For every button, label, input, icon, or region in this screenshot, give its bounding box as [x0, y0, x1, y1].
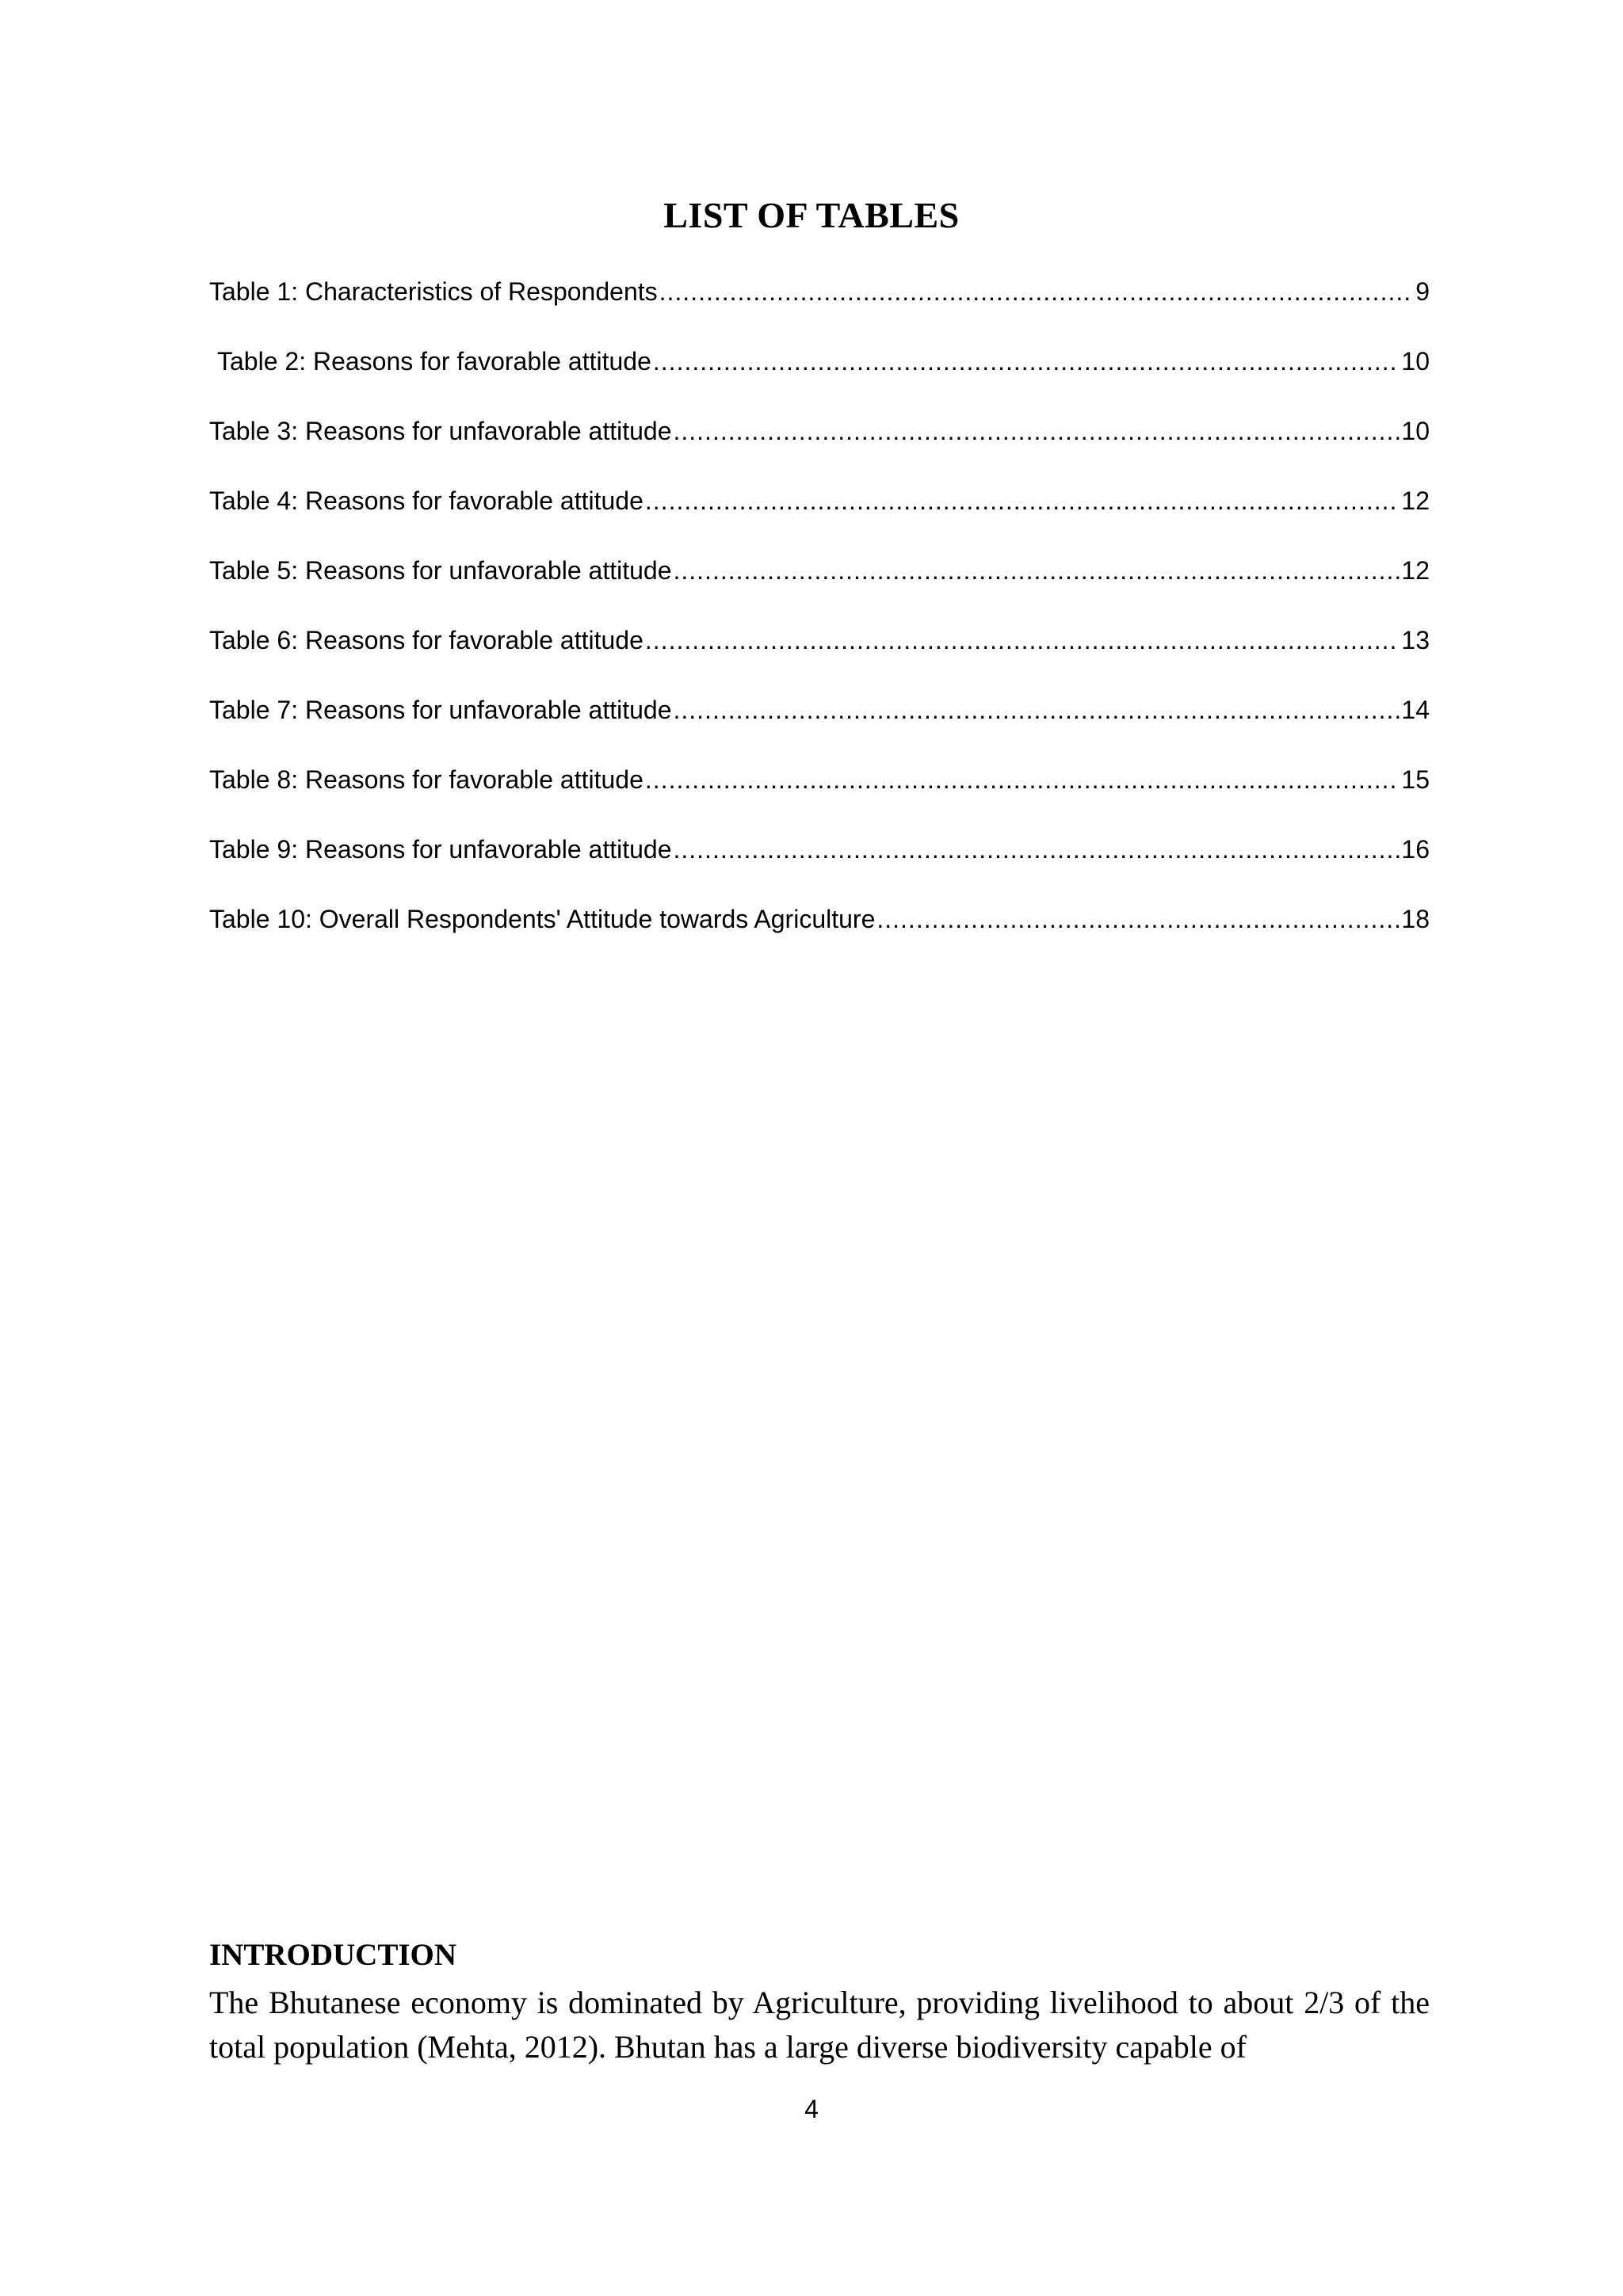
toc-entry-label: Table 8: Reasons for favorable attitude — [209, 765, 643, 794]
toc-entry-label: Table 4: Reasons for favorable attitude — [209, 486, 643, 515]
toc-dot-leader — [645, 479, 1400, 523]
toc-entry[interactable] — [209, 827, 1430, 897]
toc-dot-leader — [876, 897, 1400, 941]
toc-entry-label: Table 5: Reasons for unfavorable attitude — [209, 556, 672, 585]
toc-dot-leader — [673, 688, 1400, 732]
toc-entry-label: Table 1: Characteristics of Respondents — [209, 277, 658, 306]
page-number: 4 — [804, 2095, 819, 2123]
toc-dot-leader — [645, 757, 1400, 802]
toc-entry[interactable] — [209, 618, 1430, 688]
page-title: LIST OF TABLES — [663, 195, 960, 235]
toc-entry-page: 15 — [1401, 765, 1430, 794]
toc-entry-label: Table 3: Reasons for unfavorable attitude — [209, 417, 672, 445]
toc-entry-label: Table 9: Reasons for unfavorable attitude — [209, 835, 672, 864]
toc-dot-leader — [673, 548, 1400, 593]
toc-entry-page: 18 — [1401, 905, 1430, 933]
toc-entry-page: 12 — [1401, 486, 1430, 515]
toc-entry[interactable] — [209, 409, 1430, 479]
toc-dot-leader — [659, 269, 1415, 314]
toc-entry-page: 9 — [1415, 277, 1430, 306]
toc-dot-leader — [653, 339, 1400, 383]
toc-entry[interactable] — [209, 897, 1430, 967]
toc-entry-label: Table 2: Reasons for favorable attitude — [217, 347, 651, 376]
toc-entry-label: Table 6: Reasons for favorable attitude — [209, 626, 643, 654]
toc-entry[interactable] — [209, 339, 1430, 409]
toc-entry[interactable] — [209, 757, 1430, 827]
toc-entry-page: 13 — [1401, 626, 1430, 654]
list-of-tables — [209, 269, 1430, 967]
toc-entry-page: 12 — [1401, 556, 1430, 585]
toc-entry[interactable] — [209, 548, 1430, 618]
body-paragraph: The Bhutanese economy is dominated by Agriculture, providing livelihood to about 2/3 of the total population (Mehta, 2012). Bhutan has a large diverse biodiversity capable of — [209, 1985, 1430, 2065]
toc-entry-page: 16 — [1401, 835, 1430, 864]
toc-dot-leader — [673, 409, 1400, 453]
toc-entry-label: Table 10: Overall Respondents' Attitude towards Agriculture — [209, 905, 876, 933]
toc-entry[interactable] — [209, 269, 1430, 339]
toc-dot-leader — [645, 618, 1400, 662]
toc-entry-page: 10 — [1401, 417, 1430, 445]
toc-dot-leader — [673, 827, 1400, 871]
section-heading: INTRODUCTION — [209, 1938, 457, 1972]
toc-entry[interactable] — [209, 688, 1430, 757]
toc-entry[interactable] — [209, 479, 1430, 548]
toc-entry-page: 14 — [1401, 696, 1430, 724]
toc-entry-label: Table 7: Reasons for unfavorable attitude — [209, 696, 672, 724]
toc-entry-page: 10 — [1401, 347, 1430, 376]
